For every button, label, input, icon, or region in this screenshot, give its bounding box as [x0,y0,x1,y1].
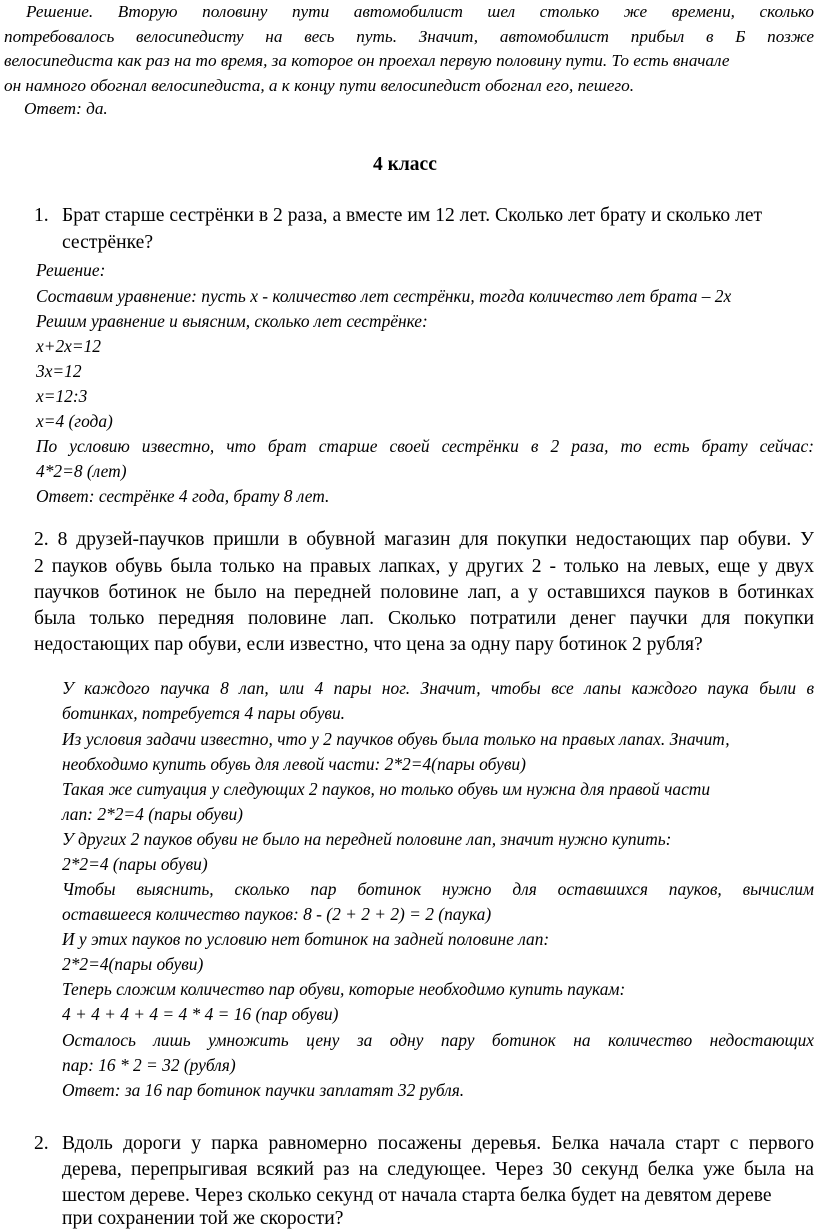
problem-2-solution-line: Такая же ситуация у следующих 2 пауков, но только обувь им нужна для правой части [62,779,711,799]
problem-1-solution-line: х+2х=12 [36,336,101,356]
problem-2-line: паучков ботинок не было на передней половине лап, а у оставшихся пауков в ботинках [34,582,814,603]
problem-1-answer: Ответ: сестрёнке 4 года, брату 8 лет. [36,486,330,506]
section-title: 4 класс [373,154,437,175]
problem-2-solution-line: Осталось лишь умножить цену за одну пару ботинок на количество недостающих [62,1030,814,1050]
problem-2-line: 2 пауков обувь была только на правых лапках, у других 2 - только на левых, еще у двух [34,556,814,577]
problem-2-solution-line: Из условия задачи известно, что у 2 паучков обувь была только на правых лапах. Значит, [62,729,730,749]
problem-2-solution-line: У других 2 пауков обуви не было на передней половине лап, значит нужно купить: [62,829,672,849]
problem-3-line: шестом дереве. Через сколько секунд от начала старта белка будет на девятом дереве [62,1185,772,1206]
intro-line-4: он намного обогнал велосипедиста, а к концу пути велосипедист обогнал его, пешего. [4,76,635,95]
problem-1-solution-line: Решение: [36,260,106,280]
problem-3-line: при сохранении той же скорости? [62,1208,344,1229]
problem-2-solution-line: оставшееся количество пауков: 8 - (2 + 2 + 2) = 2 (паука) [62,904,492,924]
problem-2-solution-line: 2*2=4 (пары обуви) [62,854,208,874]
problem-1-solution-line: х=12:3 [36,386,88,406]
problem-2-solution-line: Чтобы выяснить, сколько пар ботинок нужно для оставшихся пауков, вычислим [62,879,814,899]
intro-line-2: потребовалось велосипедисту на весь путь. Значит, автомобилист прибыл в Б позже [4,27,814,46]
problem-2-solution-line: У каждого паучка 8 лап, или 4 пары ног. Значит, чтобы все лапы каждого паука были в [62,678,814,698]
problem-1-solution-line: 3х=12 [36,361,82,381]
problem-2-solution-line: необходимо купить обувь для левой части: 2*2=4(пары обуви) [62,754,526,774]
intro-line-1: Решение. Вторую половину пути автомобилист шел столько же времени, сколько [26,2,814,21]
problem-1-solution-line: Составим уравнение: пусть х - количество лет сестрёнки, тогда количество лет брата – 2х [36,286,732,306]
problem-1-solution-line: По условию известно, что брат старше своей сестрёнки в 2 раза, то есть брату сейчас: [36,436,814,456]
problem-1-solution-line: 4*2=8 (лет) [36,461,127,481]
problem-2-solution-line: И у этих пауков по условию нет ботинок на задней половине лап: [62,929,550,949]
problem-2-solution-line: ботинках, потребуется 4 пары обуви. [62,703,346,723]
problem-2-line: недостающих пар обуви, если известно, что цена за одну пару ботинок 2 рубля? [34,634,703,655]
problem-2-answer: Ответ: за 16 пар ботинок паучки заплатят 32 рубля. [62,1080,465,1100]
problem-2-solution-line: лап: 2*2=4 (пары обуви) [62,804,243,824]
problem-3-line: Вдоль дороги у парка равномерно посажены деревья. Белка начала старт с первого [62,1133,814,1154]
problem-1-line-2: сестрёнке? [62,232,154,253]
problem-3-line: дерева, перепрыгивая всякий раз на следующее. Через 30 секунд белка уже была на [62,1159,814,1180]
problem-2-solution-line: Теперь сложим количество пар обуви, которые необходимо купить паукам: [62,979,626,999]
intro-answer: Ответ: да. [24,99,108,118]
intro-line-3: велосипедиста как раз на то время, за которое он проехал первую половину пути. То есть вначале [4,51,730,70]
problem-1-solution-line: х=4 (года) [36,411,113,431]
problem-1-number: 1. [34,205,49,226]
problem-2-line: была только передняя половине лап. Сколько потратили денег паучки для покупки [34,608,814,629]
problem-1-solution-line: Решим уравнение и выясним, сколько лет сестрёнке: [36,311,428,331]
problem-1-line-1: Брат старше сестрёнки в 2 раза, а вместе им 12 лет. Сколько лет брату и сколько лет [62,205,763,226]
problem-3-number: 2. [34,1133,49,1154]
problem-2-solution-line: 2*2=4(пары обуви) [62,954,204,974]
problem-2-solution-line: 4 + 4 + 4 + 4 = 4 * 4 = 16 (пар обуви) [62,1004,339,1024]
problem-2-solution-line: пар: 16 * 2 = 32 (рубля) [62,1055,236,1075]
problem-2-line: 2. 8 друзей-паучков пришли в обувной магазин для покупки недостающих пар обуви. У [34,529,814,550]
